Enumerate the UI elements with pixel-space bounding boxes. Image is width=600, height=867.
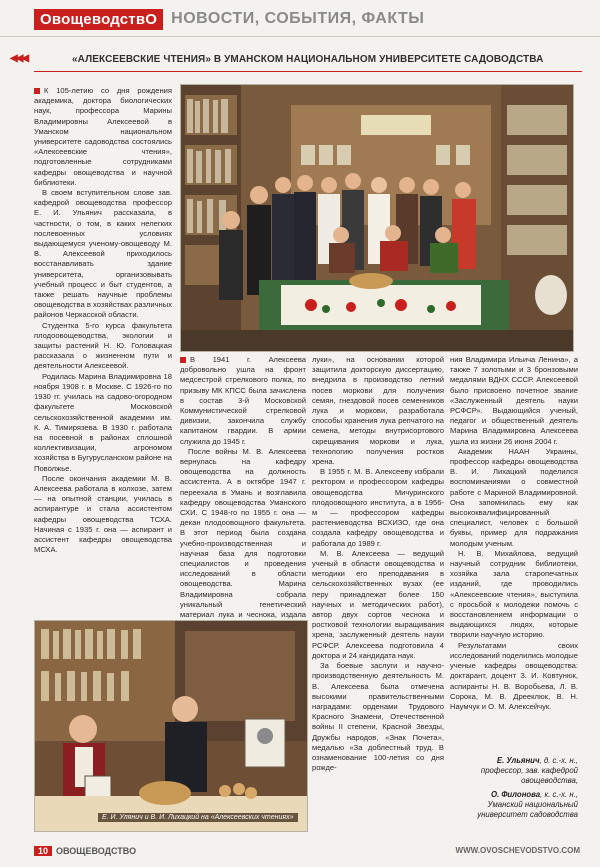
photo-caption: Е. И. Улянич и В. И. Лихацкий на «Алексеевских чтениях» [98, 813, 298, 822]
paragraph: За боевые заслуги и научно-производственную деятельность М. В. Алексеева была отмечена высокими правительственными наградами: орденами Трудового Красного Знамени, Отечественной войны II степени, Красной Звезды, Дружбы народов, «Знак Почета», медалью «За доблестный труд. В ознаменование 100-летия со дня рожде- [312, 661, 444, 773]
paragraph: Студентка 5-го курса факультета плодоовощеводства, экологии и защиты растений Н. Ю. Головацкая рассказала о жизненном пути и деятельности Алексеевой. [34, 320, 172, 371]
paragraph: Родилась Марина Владимировна 18 ноября 1908 г. в Москве. С 1926-го по 1930 гг. училась на садово-огородном факультете Московской сельскохозяйственной академии им. К. А. Тимирязева. В 1930 г. работала на посевной в районах сплошной коллективизации, агрономом хозяйства в Бугурусланском районе на Поволжье. [34, 371, 172, 473]
group-photo-illustration [181, 85, 573, 351]
author-name: О. Филонова [490, 790, 541, 799]
magazine-name: ОВОЩЕВОДСТВО [56, 846, 137, 856]
rubric-title: НОВОСТИ, СОБЫТИЯ, ФАКТЫ [171, 10, 425, 27]
paragraph: луки», на основании которой защитила докторскую диссертацию, внедрила в производство летний посев моркови для получения семян, гнездовой посев семенников лука и моркови, разработала способы хранения лука репчатого на семена, методы внутрисортового скрещивания моркови и лука, технологию получения ростков хрена. [312, 355, 444, 467]
paragraph: Результатами своих исследований поделились молодые ученые кафедры овощеводства: доктарант, доцент З. И. Ковтунюк, аспиранты Н. В. Воробьева, Л. В. Сорока, М. В. Дрееклюк, В. Н. Наумчук и О. М. Алексейчук. [450, 640, 578, 711]
paragraph: После войны М. В. Алексеева вернулась на кафедру овощеводства на должность ассистента. А в октябре 1947 г. переехала в Умань и возглавила кафедру овощеводства Уманского СХИ. С 1948-го по 1955 г. она — декан плодоовощного факультета. В этот период была создана учебно-производственная и научная база для подготовки специалистов и проведения исследований в области овощеводства. Марина Владимировна собрала уникальный генетический материал лука и чеснока, издала [180, 446, 306, 620]
title-divider [34, 71, 582, 72]
paragraph: М. В. Алексеева — ведущий ученый в области овощеводства и методики его преподавания в сельскохозяйственных вузах (ее перу принадлежат более 150 научных и методических работ), автор двух сортов чеснока и ростковой технологии выращивания хрена, заслуженный деятель науки РСФСР. Алексеева подготовила 4 доктора и 24 кандидата наук. [312, 548, 444, 660]
paragraph: В 1955 г. М. В. Алексееву избрали ректором и профессором кафедры овощеводства Мичуринского плодоовощного института, а в 1956-м — профессором кафедры растениеводства ВСХИЗО, где она создала кафедру овощеводства и работала до 1989 г. [312, 467, 444, 548]
article-title: «АЛЕКСЕЕВСКИЕ ЧТЕНИЯ» В УМАНСКОМ НАЦИОНАЛЬНОМ УНИВЕРСИТЕТЕ САДОВОДСТВА [72, 54, 544, 65]
magazine-section-logo: ОвощеводствО [34, 9, 163, 30]
speakers-photo-illustration [35, 621, 307, 831]
author-name: Е. Ульянич [496, 756, 540, 765]
paragraph: ния Владимира Ильича Ленина», а также 7 золотыми и 3 бронзовыми медалями ВДНХ СССР. Алексеевой было присвоено почетное звание «Заслуженный деятель науки РСФСР». Выдающийся ученый, педагог и общественный деятель Марина Владимировна Алексеева ушла из жизни 26 июня 2004 г. [450, 355, 578, 446]
article-column-2 [180, 355, 306, 630]
author-position: профессор, зав. кафедрой [480, 766, 578, 775]
header-divider [0, 36, 600, 37]
signature-2 [477, 790, 578, 820]
page-number: 10 [34, 846, 52, 856]
article-column-3 [312, 355, 444, 773]
paragraph: В 1941 г. Алексеева добровольно ушла на фронт медсестрой стрелкового полка, по призыву МК КПСС была зачислена в состав 3-й Московской Коммунистической стрелковой дивизии, закончила службу капитаном гвардии. В армии служила до 1945 г. [180, 355, 306, 446]
speakers-photo [34, 620, 308, 832]
website-url[interactable]: WWW.OVOSCHEVODSTVO.COM [455, 846, 580, 855]
triple-arrow-icon: ◀◀◀ [10, 53, 28, 64]
paragraph: К 105-летию со дня рождения академика, доктора биологических наук, профессора Марины Владимировны Алексеевой в Уманском национальном университете садоводства состоялись «Алексеевские чтения», подготовленные сотрудниками кафедры овощеводства и научной библиотеки. [34, 86, 172, 187]
article-column-1 [34, 86, 172, 555]
paragraph: В своем вступительном слове зав. кафедрой овощеводства профессор Е. И. Ульянич рассказала, в частности, о том, в каких нелегких послевоенных условиях выдающемуся ученому-овощеводу М. В. Алексеевой приходилось восстанавливать здание университета, организовывать учебный процесс и быт студентов, а также решать научные проблемы овощеводства в хозяйствах различных районов Черкасской области. [34, 188, 172, 320]
page-footer [34, 846, 136, 856]
paragraph: Академик НААН Украины, профессор кафедры овощеводства В. И. Лихацкий поделился воспоминаниями о совместной работе с Мариной Владимировной. Она запомнилась ему как высококвалифицированный специалист, человек с большой буквы, пример для подражания молодым ученым. [450, 446, 578, 548]
author-affiliation-2: университет садоводства [477, 810, 578, 819]
page-header [34, 8, 424, 30]
article-column-4 [450, 355, 578, 712]
author-degree: , к. с.-х. н., [540, 790, 578, 799]
author-affiliation: Уманский национальный [487, 800, 578, 809]
paragraph: После окончания академии М. В. Алексеева работала в колхозе, затем — на опытной станции, училась в аспирантуре и стала ассистентом кафедры овощеводства ТСХА. Начиная с 1935 г. она — аспирант и ассистент кафедры овощеводства МСХА. [34, 473, 172, 555]
author-department: овощеводства, [521, 776, 578, 785]
group-photo [180, 84, 574, 352]
signature-1 [481, 756, 578, 786]
paragraph: Н. В. Михайлова, ведущий научный сотрудник библиотеки, хозяйка зала старопечатных изданий, где проводились «Алексеевские чтения», выступила с просьбой к молодежи помочь с восстановлением информации о выдающихся людях, которые творили научную историю. [450, 548, 578, 640]
author-degree: , д. с.-х. н., [539, 756, 578, 765]
